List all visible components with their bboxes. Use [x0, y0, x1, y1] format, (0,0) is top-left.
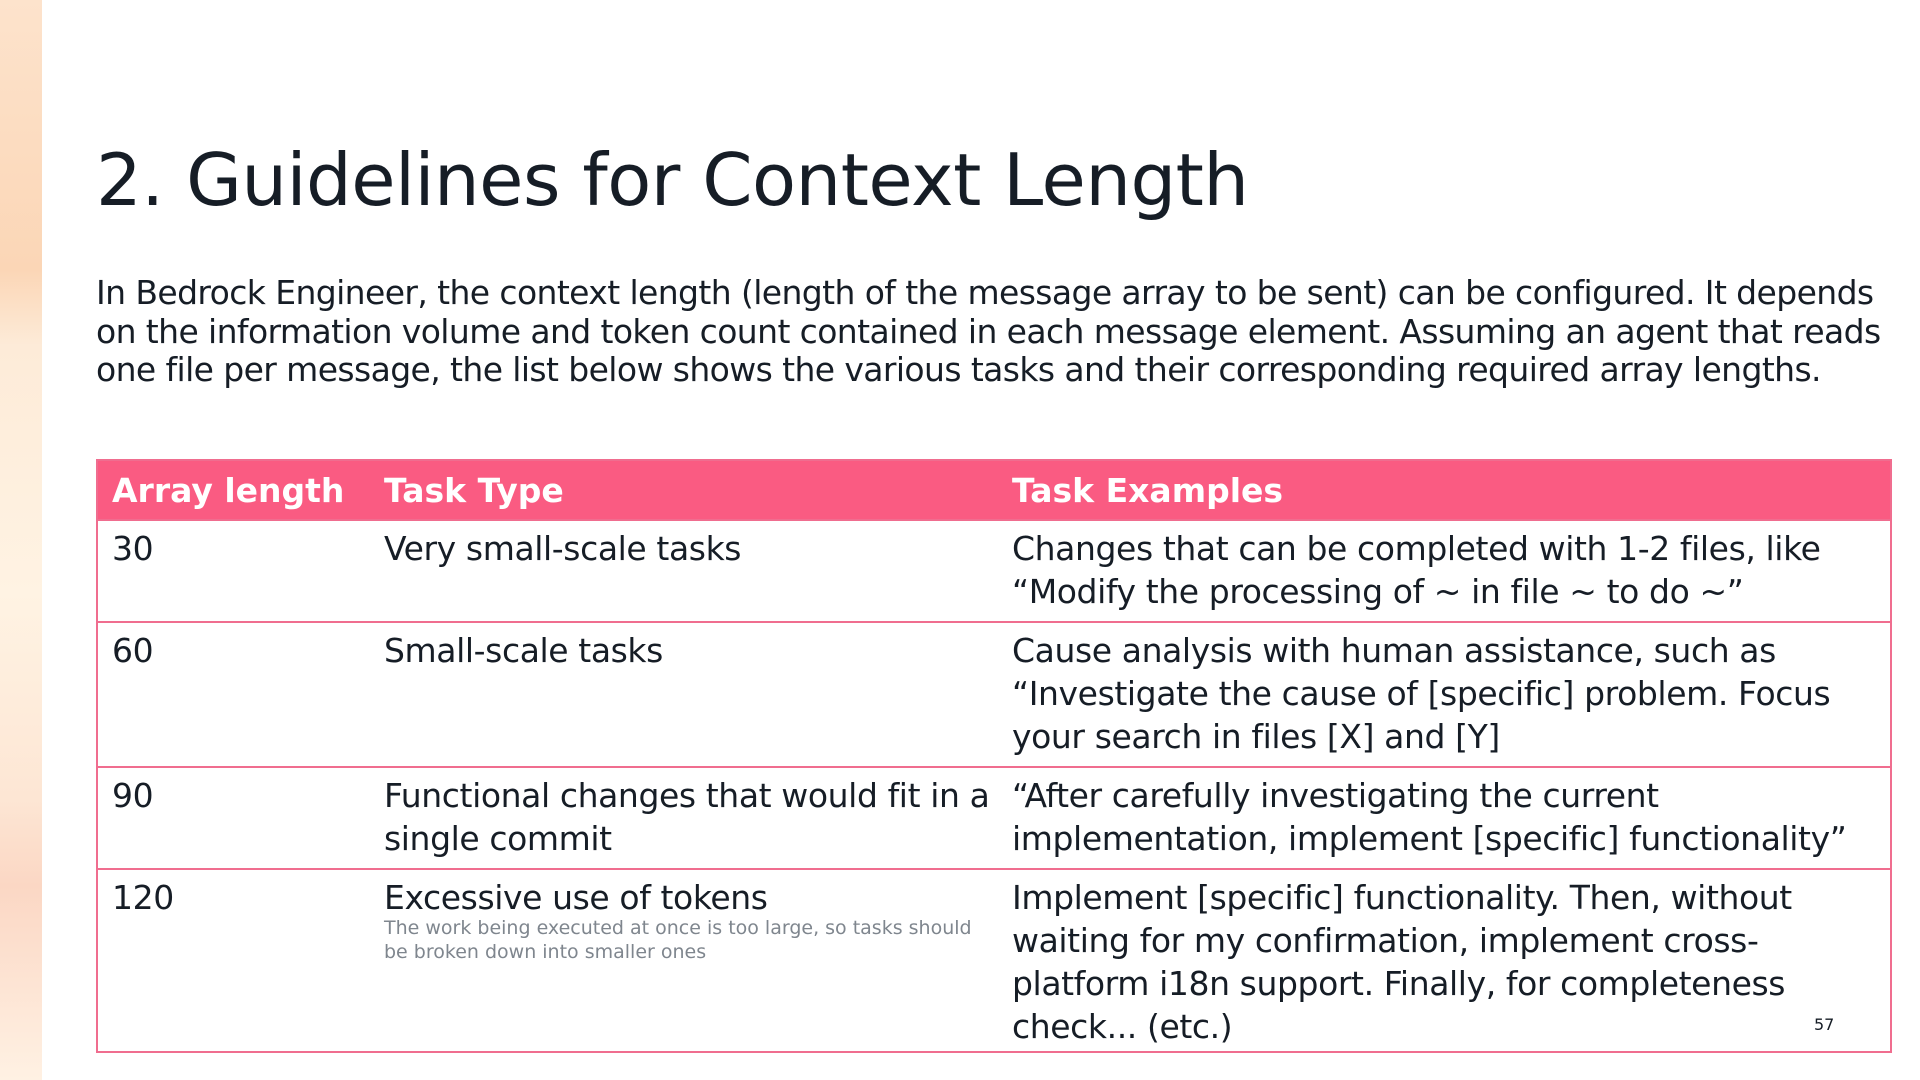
- cell-task-type-with-note: [370, 870, 998, 1053]
- intro-paragraph: In Bedrock Engineer, the context length (length of the message array to be sent) can be configured. It depends on the information volume and token count contained in each message element. Assuming an agent that reads one file per message, the list below shows the various tasks and their corresponding required array lengths.: [96, 273, 1881, 389]
- slide-title: 2. Guidelines for Context Length: [96, 138, 1249, 222]
- decorative-side-strip: [0, 0, 42, 1080]
- cell-array-length: 90: [112, 776, 154, 815]
- cell-array-length: 60: [112, 631, 154, 670]
- cell-task-type: Excessive use of tokens: [384, 878, 768, 917]
- header-task-examples: Task Examples: [1012, 470, 1284, 510]
- cell-task-type: Functional changes that would fit in a single commit: [384, 776, 990, 858]
- table-row: [98, 868, 1890, 1053]
- cell-task-example: Implement [specific] functionality. Then, without waiting for my confirmation, implement cross-platform i18n support. Finally, for completeness check... (etc.): [1012, 878, 1792, 1046]
- table-row: [98, 621, 1890, 766]
- cell-task-note: The work being executed at once is too large, so tasks should be broken down into smaller ones: [384, 917, 972, 963]
- table-header-row: [98, 461, 1890, 519]
- cell-array-length: 30: [112, 529, 154, 568]
- header-array-length: Array length: [112, 470, 345, 510]
- cell-array-length: 120: [112, 878, 174, 917]
- cell-task-type: Small-scale tasks: [384, 631, 663, 670]
- table-row: [98, 766, 1890, 868]
- cell-task-type: Very small-scale tasks: [384, 529, 742, 568]
- table-row: [98, 519, 1890, 621]
- context-length-table: [96, 459, 1892, 1053]
- page-number: 57: [1814, 1015, 1835, 1034]
- header-task-type: Task Type: [384, 470, 564, 510]
- cell-task-example: “After carefully investigating the current implementation, implement [specific] functionality”: [1012, 776, 1847, 858]
- cell-task-example: Cause analysis with human assistance, such as “Investigate the cause of [specific] problem. Focus your search in files [X] and [Y]: [1012, 631, 1831, 756]
- cell-task-example: Changes that can be completed with 1-2 files, like “Modify the processing of ~ in file ~ to do ~”: [1012, 529, 1821, 611]
